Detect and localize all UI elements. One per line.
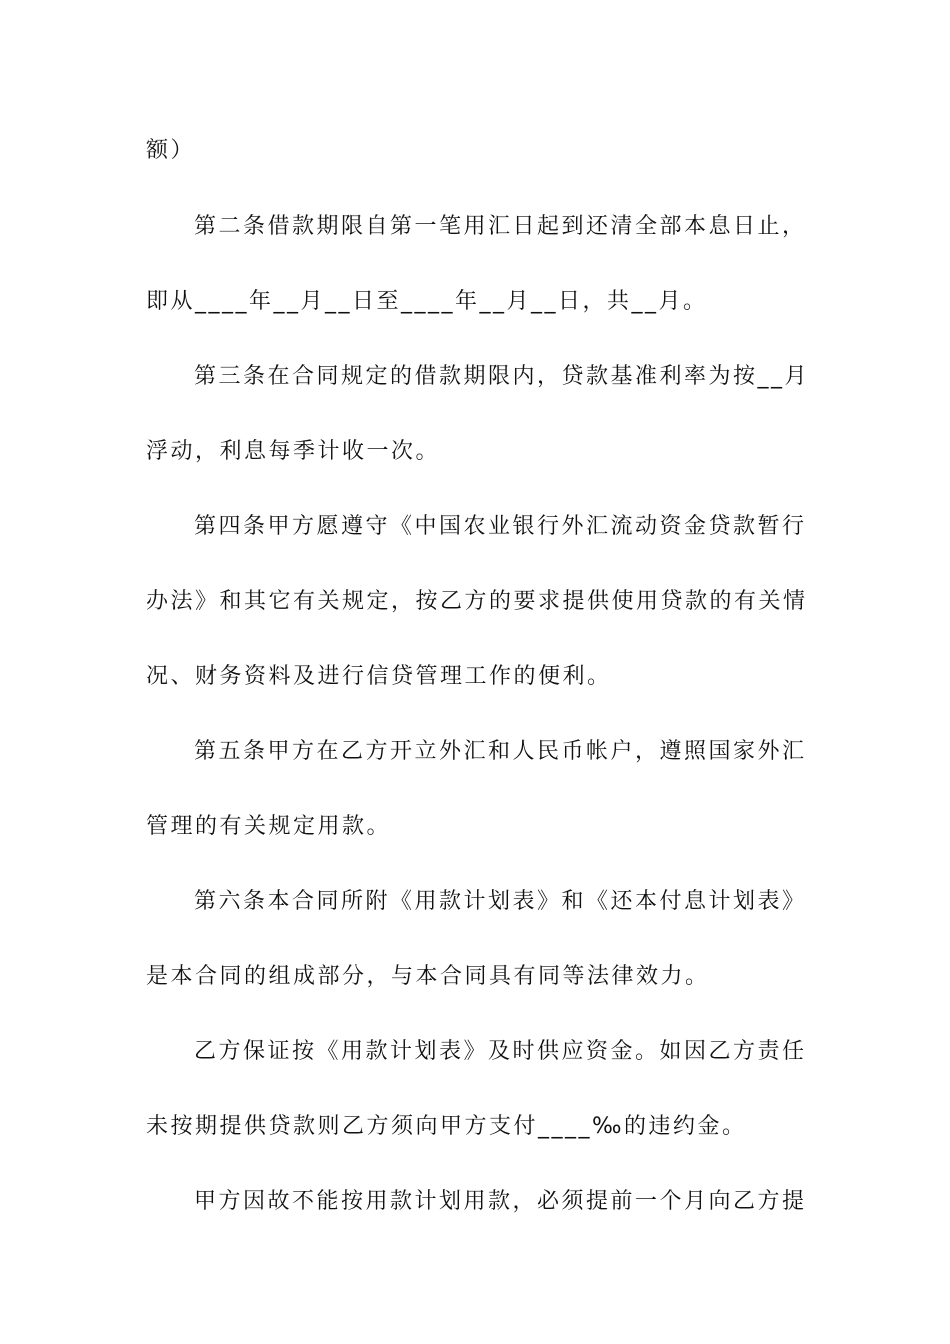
text-line: 未按期提供贷款则乙方须向甲方支付____‰的违约金。 xyxy=(146,1114,747,1139)
text-line: 管理的有关规定用款。 xyxy=(146,814,392,839)
text-line: 即从____年__月__日至____年__月__日，共__月。 xyxy=(146,289,708,314)
text-line: 乙方保证按《用款计划表》及时供应资金。如因乙方责任 xyxy=(194,1039,807,1064)
text-line: 浮动，利息每季计收一次。 xyxy=(146,439,441,464)
text-line: 额） xyxy=(146,138,196,163)
text-line: 第六条本合同所附《用款计划表》和《还本付息计划表》 xyxy=(194,889,807,914)
text-line: 第三条在合同规定的借款期限内，贷款基准利率为按__月 xyxy=(194,364,810,389)
text-line: 甲方因故不能按用款计划用款，必须提前一个月向乙方提 xyxy=(194,1189,807,1214)
text-line: 况、财务资料及进行信贷管理工作的便利。 xyxy=(146,664,612,689)
text-line: 第五条甲方在乙方开立外汇和人民币帐户，遵照国家外汇 xyxy=(194,739,807,764)
text-line: 办法》和其它有关规定，按乙方的要求提供使用贷款的有关情 xyxy=(146,589,808,614)
text-line: 是本合同的组成部分，与本合同具有同等法律效力。 xyxy=(146,964,710,989)
text-line: 第二条借款期限自第一笔用汇日起到还清全部本息日止， xyxy=(194,214,807,239)
text-line: 第四条甲方愿遵守《中国农业银行外汇流动资金贷款暂行 xyxy=(194,514,807,539)
